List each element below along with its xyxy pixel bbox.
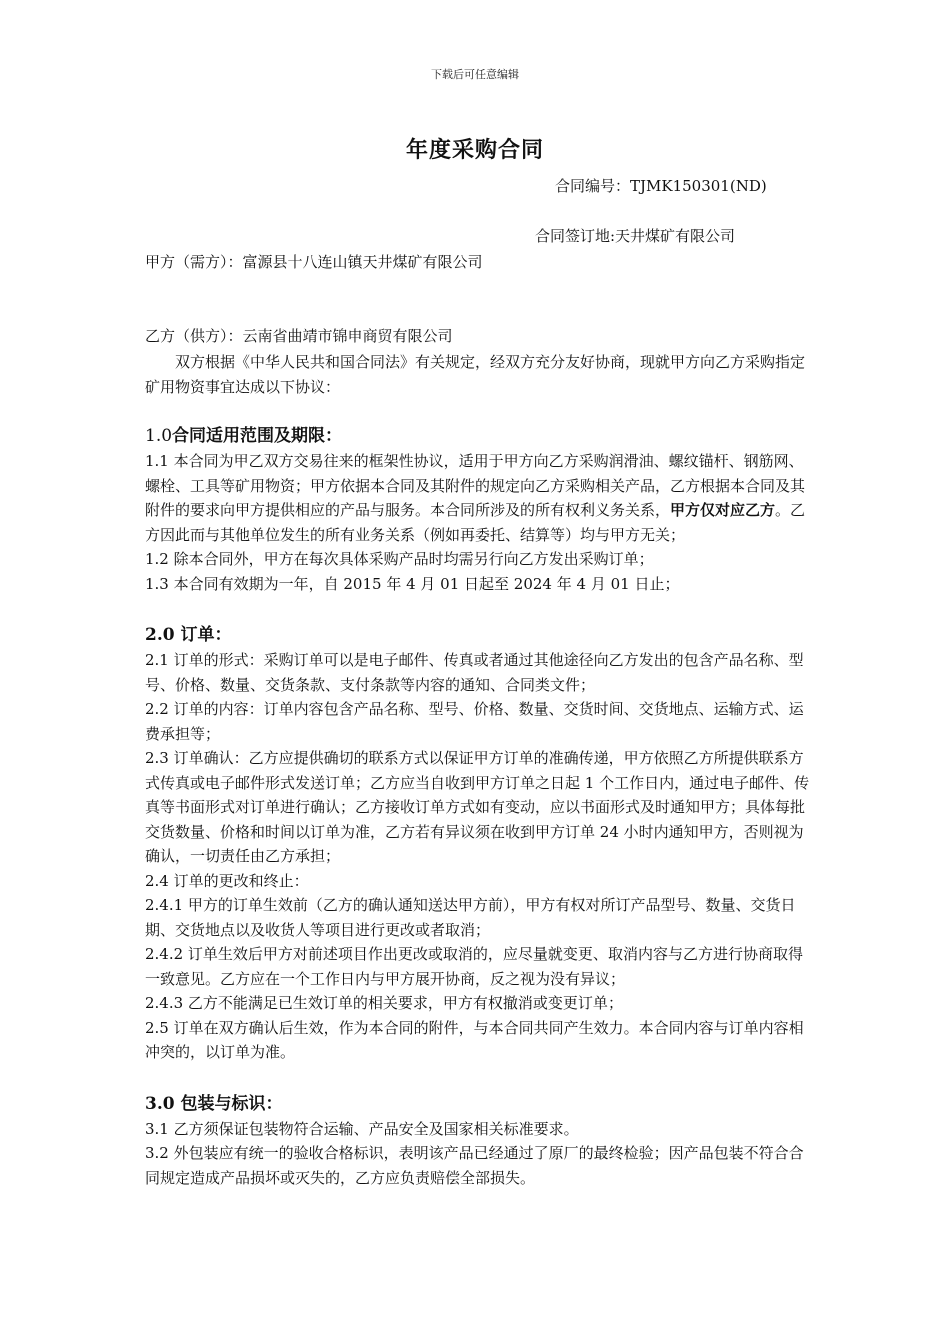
clause-1-1-text: 1.1 本合同为甲乙双方交易往来的框架性协议，适用于甲方向乙方采购润滑油、螺纹锚杆、钢筋网、螺栓、工具等矿用物资；甲方依据本合同及其附件的规定向乙方采购相关产品，乙方根据本合同及其附件的要求向甲方提供相应的产品与服务。本合同所涉及的所有权利义务关系，	[145, 452, 806, 519]
clause-1-2: 1.2 除本合同外，甲方在每次具体采购产品时均需另行向乙方发出采购订单；	[145, 550, 654, 568]
clause-2-1: 2.1 订单的形式：采购订单可以是电子邮件、传真或者通过其他途径向乙方发出的包含产品名称、型号、价格、数量、交货条款、支付条款等内容的通知、合同类文件；	[145, 651, 804, 694]
party-a: 甲方（需方）：富源县十八连山镇天井煤矿有限公司	[145, 253, 483, 271]
contract-body	[145, 350, 815, 1190]
clause-3-2: 3.2 外包装应有统一的验收合格标识，表明该产品已经通过了原厂的最终检验；因产品包装不符合合同规定造成产品损坏或灭失的，乙方应负责赔偿全部损失。	[145, 1144, 804, 1187]
clause-2-4: 2.4 订单的更改和终止：	[145, 871, 309, 890]
clause-1-1-tail: 。乙方因此而与其他单位发生的所有业务关系（例如再委托、结算等）均与甲方无关；	[145, 501, 806, 544]
clause-3-1: 3.1 乙方须保证包装物符合运输、产品安全及国家相关标准要求。	[145, 1119, 579, 1138]
clause-2-5: 2.5 订单在双方确认后生效，作为本合同的附件，与本合同共同产生效力。本合同内容与订单内容相冲突的，以订单为准。	[145, 1018, 804, 1061]
section-3-heading: 3.0 包装与标识：	[145, 1093, 283, 1114]
header-note: 下载后可任意编辑	[431, 68, 519, 81]
clause-1-3: 1.3 本合同有效期为一年，自 2015 年 4 月 01 日起至 2024 年 4 月 01 日止；	[145, 574, 680, 593]
section-1-number: 1.0	[145, 426, 173, 446]
clause-2-3: 2.3 订单确认：乙方应提供确切的联系方式以保证甲方订单的准确传递，甲方依照乙方所提供联系方式传真或电子邮件形式发送订单；乙方应当自收到甲方订单之日起 1 个工作日内，通过电子邮件、传真等书面形式对订单进行确认；乙方接收订单方式如有变动，应以书面形式及时通知甲方；具体每批交货数量、价格和时间以订单为准，乙方若有异议须在收到甲方订单 24 小时内通知甲方，否则视为确认，一切责任由乙方承担；	[145, 749, 810, 865]
clause-2-4-1: 2.4.1 甲方的订单生效前（乙方的确认通知送达甲方前），甲方有权对所订产品型号、数量、交货日期、交货地点以及收货人等项目进行更改或者取消；	[145, 896, 796, 939]
contract-number: 合同编号：TJMK150301(ND)	[555, 177, 767, 195]
signing-place: 合同签订地:天井煤矿有限公司	[535, 227, 736, 245]
section-1-title: 合同适用范围及期限：	[172, 426, 343, 446]
clause-2-4-2: 2.4.2 订单生效后甲方对前述项目作出更改或取消的，应尽量就变更、取消内容与乙方进行协商取得一致意见。乙方应在一个工作日内与甲方展开协商，反之视为没有异议；	[145, 945, 803, 988]
intro-paragraph: 双方根据《中华人民共和国合同法》有关规定，经双方充分友好协商，现就甲方向乙方采购指定矿用物资事宜达成以下协议：	[145, 353, 806, 396]
clause-1-1	[145, 449, 815, 547]
clause-2-4-3: 2.4.3 乙方不能满足已生效订单的相关要求，甲方有权撤消或变更订单；	[145, 994, 623, 1012]
section-2-heading: 2.0 订单：	[145, 625, 232, 645]
clause-1-1-emphasis: 甲方仅对应乙方	[670, 501, 776, 519]
clause-2-2: 2.2 订单的内容：订单内容包含产品名称、型号、价格、数量、交货时间、交货地点、运输方式、运费承担等；	[145, 700, 804, 743]
document-title: 年度采购合同	[405, 137, 544, 163]
section-1-heading	[145, 423, 815, 449]
party-b: 乙方（供方）：云南省曲靖市锦申商贸有限公司	[145, 327, 453, 345]
